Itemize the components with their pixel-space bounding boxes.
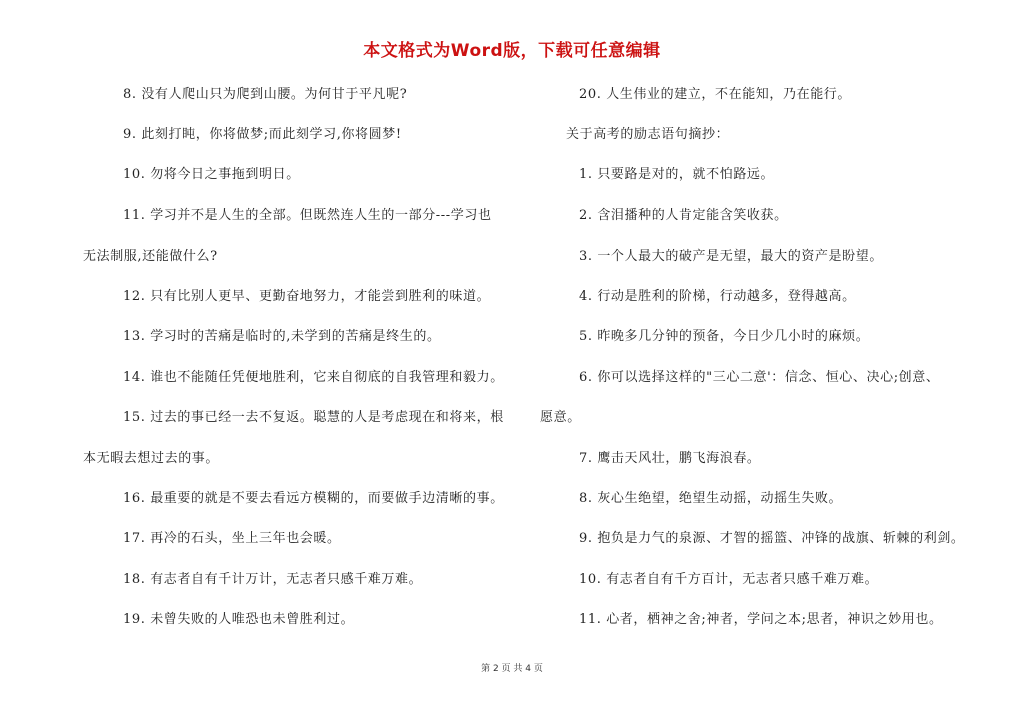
right-line-4: 2. 含泪播种的人肯定能含笑收获。 <box>579 208 788 223</box>
right-line-7: 5. 昨晚多几分钟的预备，今日少几小时的麻烦。 <box>579 329 870 344</box>
right-line-5: 3. 一个人最大的破产是无望，最大的资产是盼望。 <box>579 249 883 264</box>
left-line-12: 17. 再冷的石头，坐上三年也会暖。 <box>123 531 341 546</box>
right-line-11: 8. 灰心生绝望，绝望生动摇，动摇生失败。 <box>579 491 843 506</box>
left-line-3: 10. 勿将今日之事拖到明日。 <box>123 167 300 182</box>
left-line-10: 本无暇去想过去的事。 <box>83 451 220 466</box>
left-line-9: 15. 过去的事已经一去不复返。聪慧的人是考虑现在和将来，根 <box>123 410 504 425</box>
right-line-3: 1. 只要路是对的，就不怕路远。 <box>579 167 775 182</box>
right-line-8: 6. 你可以选择这样的"三心二意'：信念、恒心、决心;创意、 <box>579 370 940 385</box>
page-number: 第 2 页 共 4 页 <box>481 664 543 674</box>
right-line-1: 20. 人生伟业的建立，不在能知，乃在能行。 <box>579 87 852 102</box>
right-line-6: 4. 行动是胜利的阶梯，行动越多，登得越高。 <box>579 289 856 304</box>
left-line-7: 13. 学习时的苦痛是临时的,未学到的苦痛是终生的。 <box>123 329 441 344</box>
right-line-12: 9. 抱负是力气的泉源、才智的摇篮、冲锋的战旗、斩棘的利剑。 <box>579 531 965 546</box>
left-line-1: 8. 没有人爬山只为爬到山腰。为何甘于平凡呢? <box>123 87 408 102</box>
right-line-9: 愿意。 <box>540 410 581 425</box>
left-line-2: 9. 此刻打盹，你将做梦;而此刻学习,你将圆梦! <box>123 127 402 142</box>
right-line-14: 11. 心者，栖神之舍;神者，学问之本;思者，神识之妙用也。 <box>579 612 943 627</box>
right-line-2: 关于高考的励志语句摘抄： <box>566 127 730 142</box>
left-line-6: 12. 只有比别人更早、更勤奋地努力，才能尝到胜利的味道。 <box>123 289 491 304</box>
left-line-5: 无法制服,还能做什么? <box>83 249 218 264</box>
left-line-13: 18. 有志者自有千计万计，无志者只感千难万难。 <box>123 572 423 587</box>
right-line-10: 7. 鹰击天风壮，鹏飞海浪春。 <box>579 451 761 466</box>
right-line-13: 10. 有志者自有千方百计，无志者只感千难万难。 <box>579 572 879 587</box>
left-line-8: 14. 谁也不能随任凭便地胜利，它来自彻底的自我管理和毅力。 <box>123 370 504 385</box>
left-line-14: 19. 未曾失败的人唯恐也未曾胜利过。 <box>123 612 355 627</box>
left-line-11: 16. 最重要的就是不要去看远方模糊的，而要做手边清晰的事。 <box>123 491 504 506</box>
left-line-4: 11. 学习并不是人生的全部。但既然连人生的一部分---学习也 <box>123 208 492 223</box>
document-banner: 本文格式为Word版，下载可任意编辑 <box>363 41 661 61</box>
